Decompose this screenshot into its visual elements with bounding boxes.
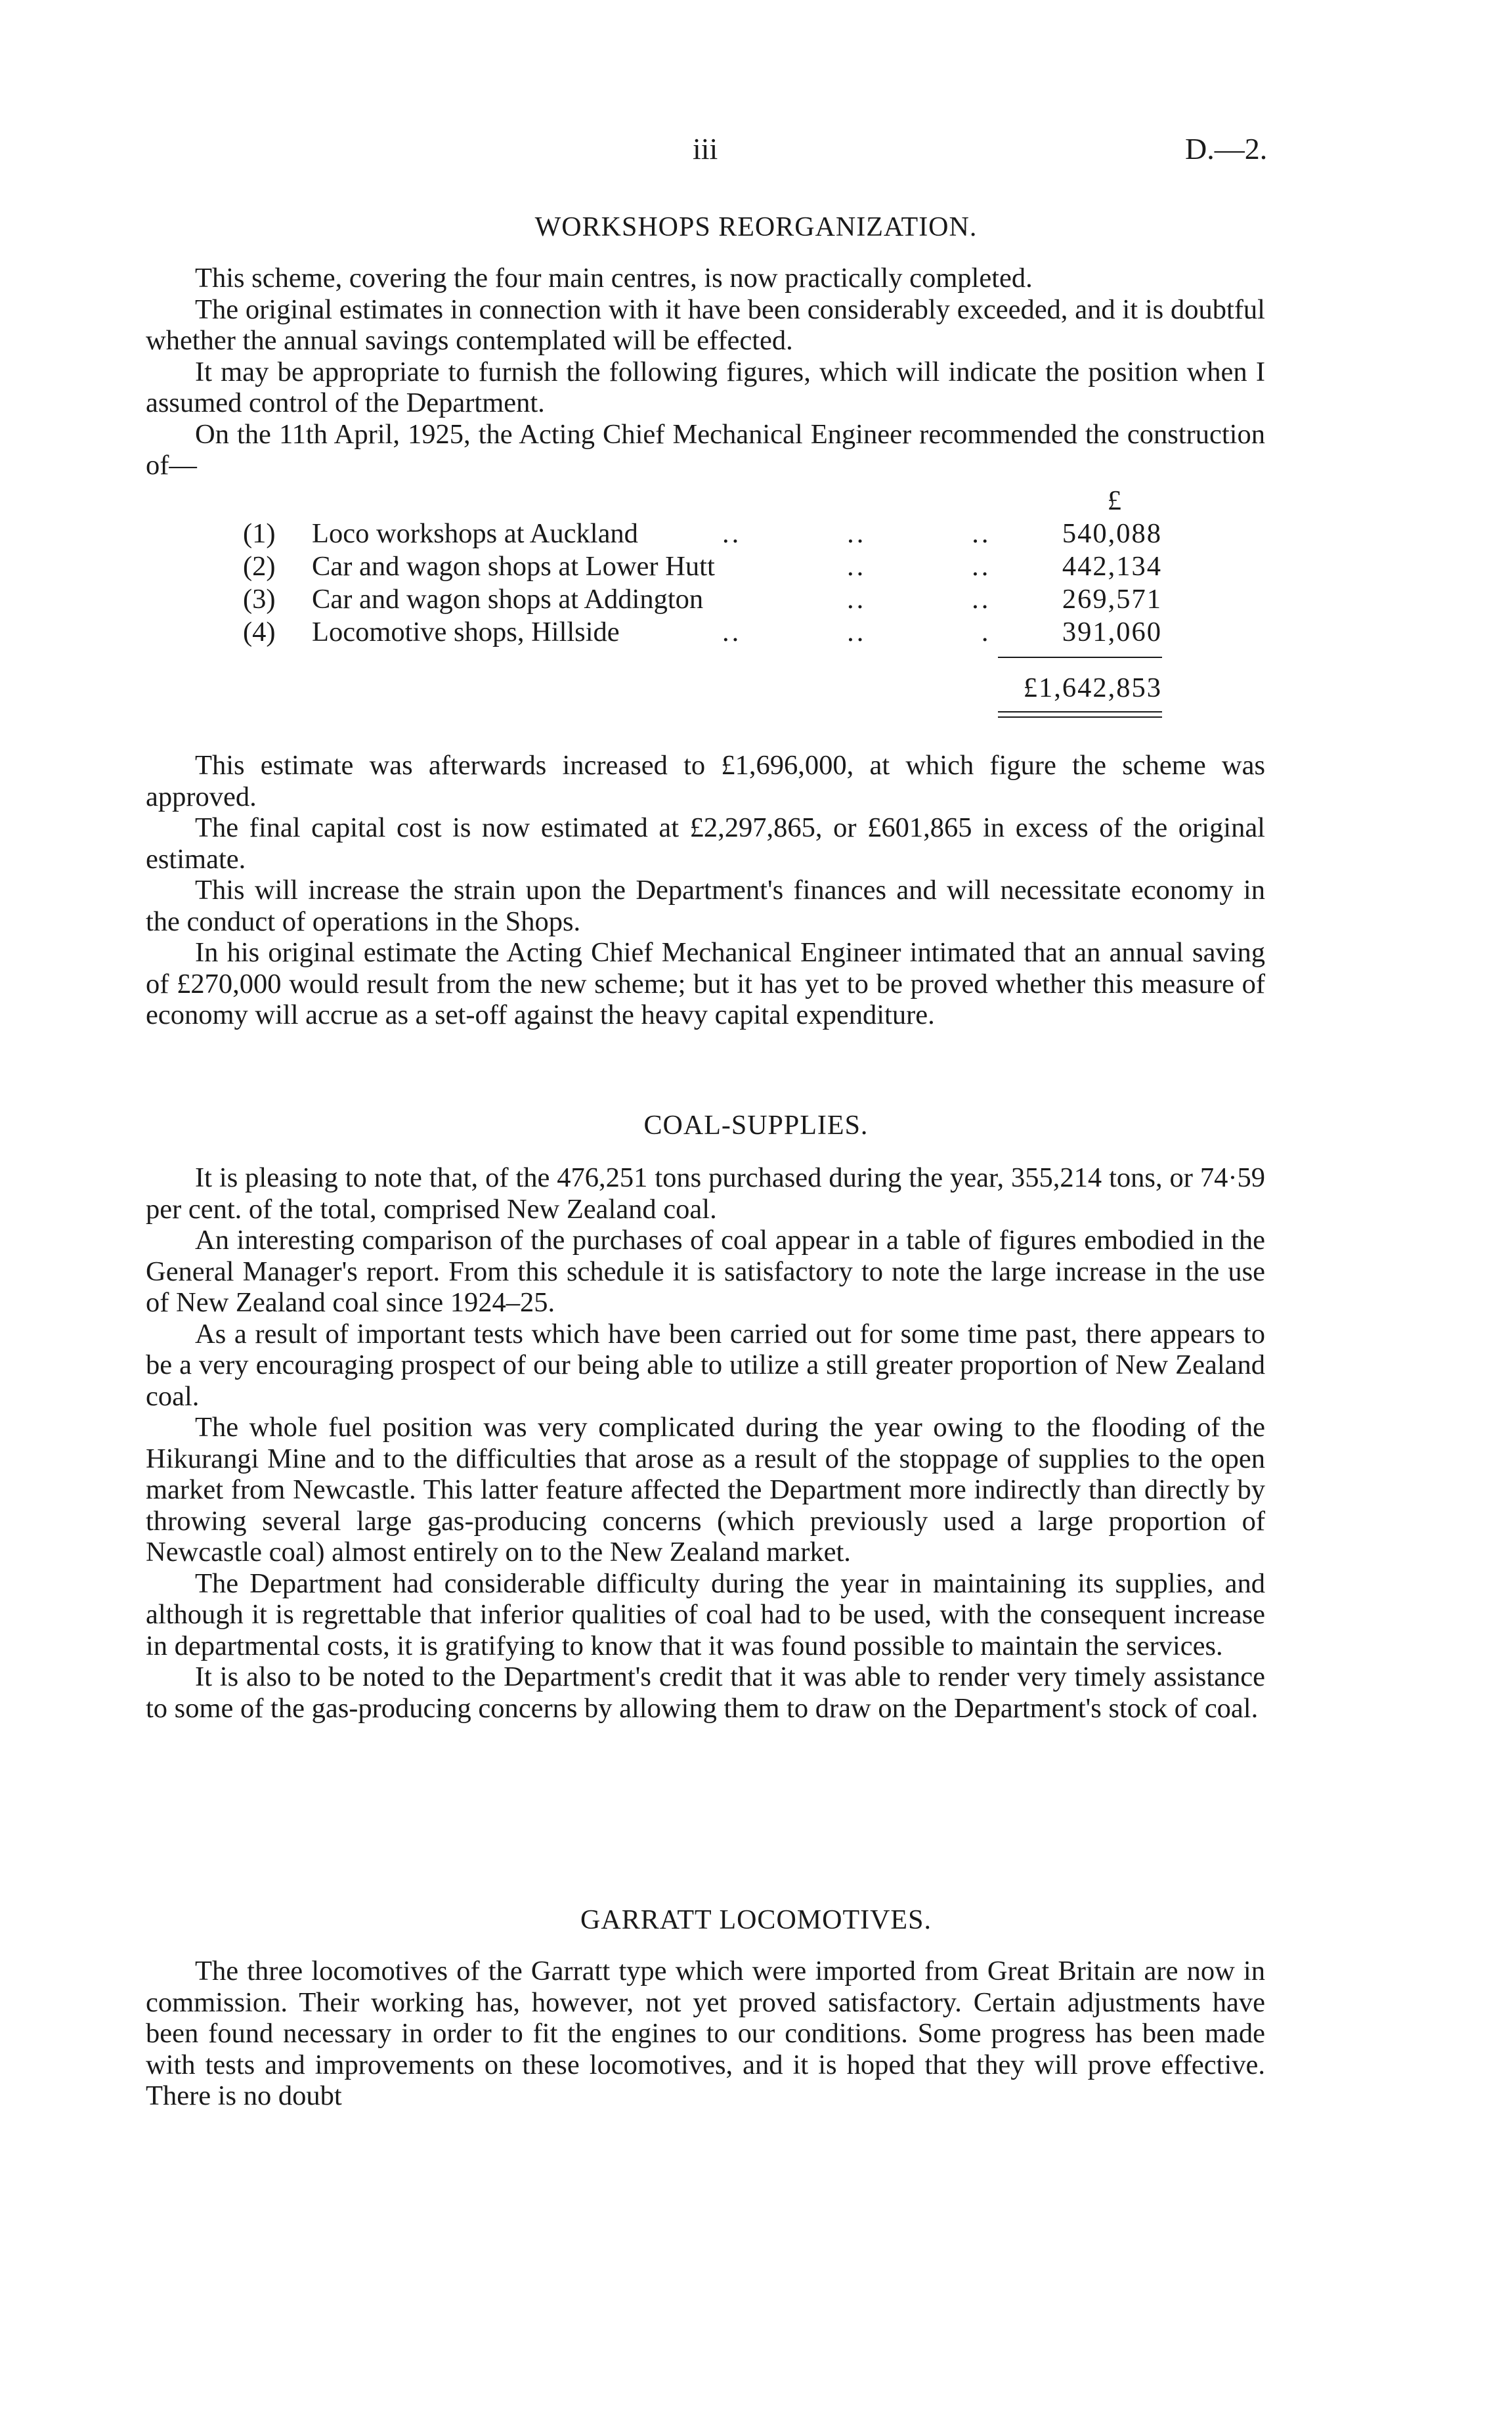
- table-row: [243, 583, 1162, 615]
- workshops-estimate-table: [243, 485, 1162, 734]
- leader-dots: .. ..: [847, 584, 991, 615]
- paragraph: On the 11th April, 1925, the Acting Chief Mechanical Engineer recommended the construction of—: [146, 418, 1265, 481]
- paragraph: The three locomotives of the Garratt type which were imported from Great Britain are now in commission. Their working has, however, not yet proved satisfactory. Certain adjustments have been found necessary in order to fit the engines to our conditions. Some progress has been made with tests and improvements on these locomotives, and it is hoped that they will prove effective. There is no doubt: [146, 1956, 1265, 2111]
- row-value: 442,134: [1062, 551, 1162, 582]
- leader-dots: .. .. .: [722, 617, 991, 647]
- garratt-locomotives-section: [146, 1956, 1265, 2112]
- row-label: Loco workshops at Auckland: [312, 518, 638, 549]
- paragraph: This scheme, covering the four main centres, is now practically completed.: [195, 263, 1033, 294]
- total-double-rule: [998, 711, 1162, 718]
- paragraph: It is pleasing to note that, of the 476,251 tons purchased during the year, 355,214 tons, or 74·59 per cent. of the total, comprised New Zealand coal.: [146, 1162, 1265, 1225]
- row-value: 391,060: [1062, 617, 1162, 647]
- coal-supplies-heading: COAL-SUPPLIES.: [643, 1110, 869, 1141]
- document-reference: D.—2.: [1185, 132, 1268, 165]
- paragraph: The Department had considerable difficulty during the year in maintaining its supplies, and although it is regrettable that inferior qualities of coal had to be used, with the consequent increase in departmental costs, it is gratifying to know that it was found possible to maintain the services.: [146, 1568, 1265, 1661]
- row-label: Car and wagon shops at Addington: [312, 584, 704, 615]
- row-label: Locomotive shops, Hillside: [312, 617, 620, 647]
- table-total-row: [243, 672, 1162, 703]
- leader-dots: .. ..: [847, 551, 991, 582]
- currency-header: £: [1107, 485, 1123, 516]
- paragraph: This estimate was afterwards increased to £1,696,000, at which figure the scheme was approved.: [146, 750, 1265, 812]
- paragraph: The original estimates in connection with it have been considerably exceeded, and it is doubtful whether the annual savings contemplated will be effected.: [146, 294, 1265, 356]
- page-number: iii: [693, 132, 718, 165]
- paragraph: The whole fuel position was very complicated during the year owing to the flooding of the Hikurangi Mine and to the difficulties that arose as a result of the stoppage of supplies to the open market from Newcastle. This latter feature affected the Department more indirectly than directly by throwing several large gas-producing concerns (which previously used a large proportion of Newcastle coal) almost entirely on to the New Zealand market.: [146, 1412, 1265, 1568]
- table-row: [243, 550, 1162, 582]
- paragraph: The final capital cost is now estimated at £2,297,865, or £601,865 in excess of the original estimate.: [146, 812, 1265, 875]
- row-value: 269,571: [1062, 584, 1162, 615]
- paragraph: It is also to be noted to the Department's credit that it was able to render very timely assistance to some of the gas-producing concerns by allowing them to draw on the Department's stock of coal.: [146, 1661, 1265, 1724]
- workshops-conclusion: [146, 750, 1265, 1031]
- paragraph: In his original estimate the Acting Chief Mechanical Engineer intimated that an annual saving of £270,000 would result from the new scheme; but it has yet to be proved whether this measure of economy will accrue as a set-off against the heavy capital expenditure.: [146, 937, 1265, 1030]
- row-value: 540,088: [1062, 518, 1162, 549]
- row-number: (1): [243, 518, 276, 549]
- leader-dots: .. .. ..: [722, 518, 991, 549]
- garratt-locomotives-heading: GARRATT LOCOMOTIVES.: [580, 1905, 932, 1935]
- row-number: (3): [243, 584, 276, 615]
- paragraph: As a result of important tests which have been carried out for some time past, there appears to be a very encouraging prospect of our being able to utilize a still greater proportion of New Zealand coal.: [146, 1318, 1265, 1412]
- workshops-intro: [146, 263, 1265, 481]
- paragraph: It may be appropriate to furnish the following figures, which will indicate the position when I assumed control of the Department.: [146, 356, 1265, 418]
- table-header-row: [243, 485, 1162, 516]
- paragraph: This will increase the strain upon the Department's finances and will necessitate economy in the conduct of operations in the Shops.: [146, 875, 1265, 937]
- row-label: Car and wagon shops at Lower Hutt: [312, 551, 715, 582]
- row-number: (4): [243, 617, 276, 647]
- coal-supplies-section: [146, 1162, 1265, 1724]
- workshops-heading: WORKSHOPS REORGANIZATION.: [534, 212, 978, 242]
- sum-rule: [998, 657, 1162, 658]
- total-value: £1,642,853: [1023, 672, 1162, 703]
- paragraph: An interesting comparison of the purchases of coal appear in a table of figures embodied in the General Manager's report. From this schedule it is satisfactory to note the large increase in the use of New Zealand coal since 1924–25.: [146, 1225, 1265, 1318]
- row-number: (2): [243, 551, 276, 582]
- table-row: [243, 616, 1162, 647]
- table-row: [243, 517, 1162, 549]
